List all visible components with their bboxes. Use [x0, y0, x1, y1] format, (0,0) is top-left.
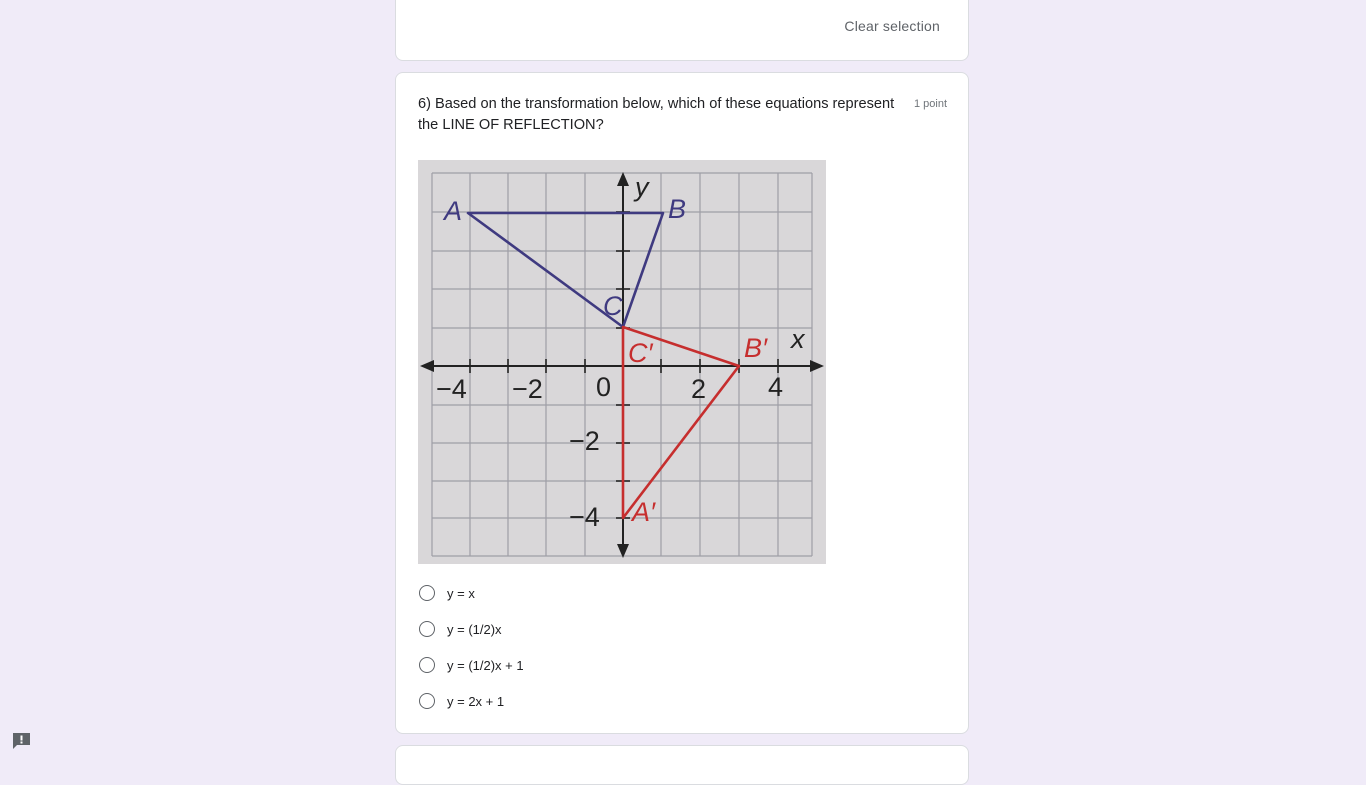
option-label: y = 2x + 1: [447, 693, 505, 709]
y-tick-label: −2: [569, 426, 600, 456]
option-label: y = (1/2)x + 1: [447, 657, 524, 673]
vertex-label-a: A: [444, 196, 463, 226]
y-axis-label: y: [635, 172, 649, 202]
x-tick-label: 4: [768, 372, 784, 402]
x-tick-label: −4: [436, 374, 467, 404]
option-label: y = (1/2)x: [447, 621, 502, 637]
question-figure: [418, 160, 826, 564]
vertex-label-b-prime: B′: [744, 333, 768, 363]
option-y-equals-2x-plus-1[interactable]: [418, 683, 524, 719]
answer-options: [418, 575, 524, 719]
radio-button[interactable]: [419, 621, 435, 637]
previous-question-card: [395, 0, 969, 61]
question-points: 1 point: [913, 98, 947, 110]
question-title: 6) Based on the transformation below, which of these equations represent the LINE OF REFLECTION?: [418, 96, 895, 133]
radio-button[interactable]: [419, 657, 435, 673]
x-tick-label: 2: [691, 374, 707, 404]
radio-button[interactable]: [419, 693, 435, 709]
vertex-label-c: C: [603, 291, 623, 321]
vertex-label-b: B: [668, 194, 687, 224]
option-y-equals-x[interactable]: [418, 575, 524, 611]
vertex-label-a-prime: A′: [632, 497, 656, 527]
radio-button[interactable]: [419, 585, 435, 601]
coordinate-plane-image: [418, 160, 826, 564]
y-tick-label: −4: [569, 502, 600, 532]
option-label: y = x: [447, 585, 475, 601]
vertex-label-c-prime: C′: [628, 338, 653, 368]
x-axis-label: x: [791, 324, 805, 354]
question-card: [395, 72, 969, 734]
report-problem-icon[interactable]: [12, 732, 31, 750]
option-y-equals-half-x-plus-1[interactable]: [418, 647, 524, 683]
x-tick-label: −2: [512, 374, 543, 404]
clear-selection-button[interactable]: Clear selection: [844, 18, 940, 34]
next-question-card: [395, 745, 969, 785]
x-tick-label: 0: [596, 372, 612, 402]
option-y-equals-half-x[interactable]: [418, 611, 524, 647]
